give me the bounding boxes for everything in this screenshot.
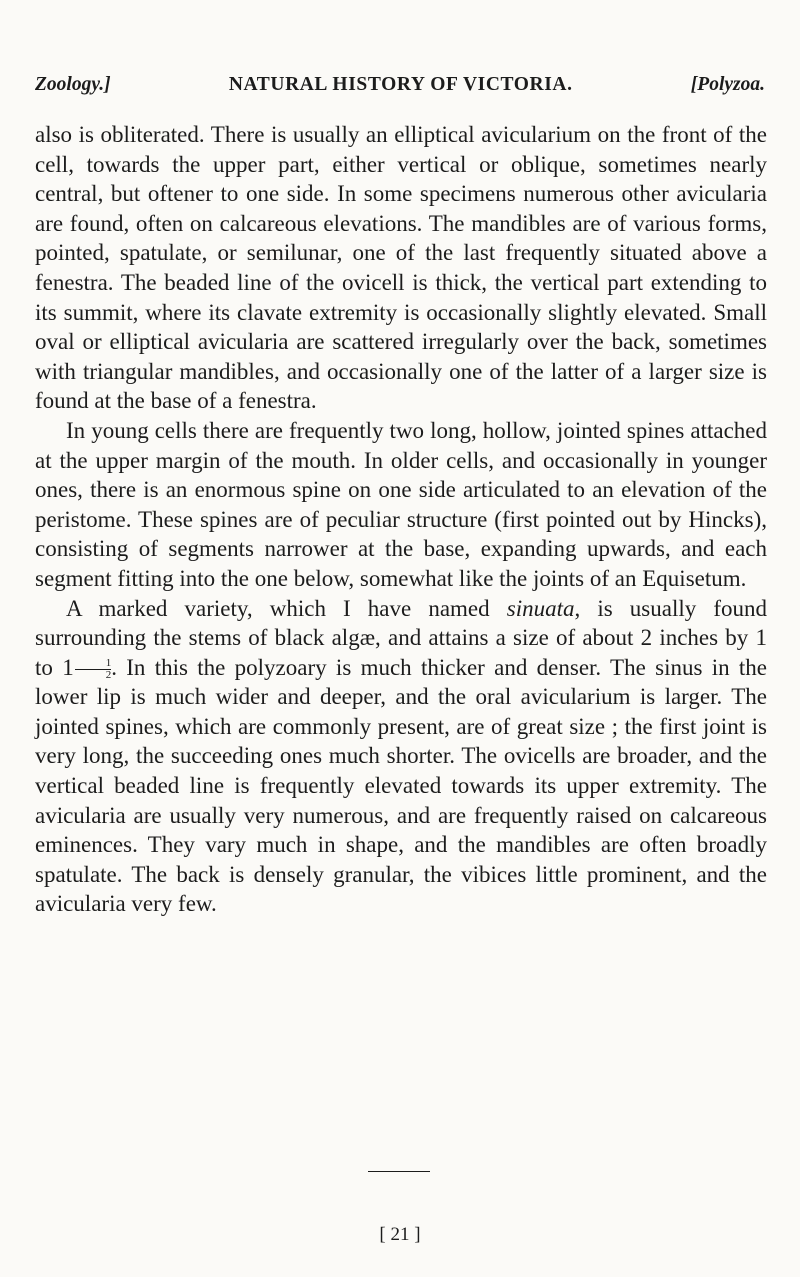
running-head-title: NATURAL HISTORY OF VICTORIA. — [228, 74, 573, 95]
running-head-group: [Polyzoa. — [690, 74, 765, 95]
running-head-section: Zoology.] — [35, 74, 111, 95]
paragraph-3-after: . In this the polyzoary is much thicker and denser. The sinus in the lower lip is much wider and deeper, and the oral avicularium is larger. The jointed spines, which are commonly present, are of great size ; the first joint is very long, the succeeding ones much shorter. The ovicells are broader, and the vertical beaded line is frequently elevated towards its upper extremity. The avicularia are usually very numerous, and are frequently raised on calcareous eminences. They vary much in shape, and the mandibles are often broadly spatulate. The back is densely granular, the vibices little prominent, and the avicularia very few. — [35, 654, 768, 917]
paragraph-3-before: A marked variety, which I have named — [66, 595, 507, 621]
running-head — [35, 74, 765, 96]
body-text — [35, 120, 767, 919]
paragraph-2: In young cells there are frequently two long, hollow, jointed spines attached at the upper margin of the mouth. In older cells, and occasionally in younger ones, there is an enormous spine on one side articulated to an elevation of the peristome. These spines are of peculiar structure (first pointed out by Hincks), consisting of segments narrower at the base, expanding upwards, and each segment fitting into the one below, somewhat like the joints of an Equisetum. — [35, 417, 767, 591]
variety-name: sinuata — [506, 595, 575, 621]
paragraph-3 — [35, 594, 767, 920]
section-divider — [368, 1171, 430, 1172]
paragraph-1: also is obliterated. There is usually an elliptical avicularium on the front of the cell, towards the upper part, either vertical or oblique, sometimes nearly central, but oftener to one side. In some specimens numerous other avicularia are found, often on calcareous elevations. The mandibles are of various forms, pointed, spatulate, or semilunar, one of the last frequently situated above a fenestra. The beaded line of the ovicell is thick, the vertical part extending to its summit, where its clavate extremity is occasionally slightly elevated. Small oval or elliptical avicularia are scattered irregularly over the back, sometimes with triangular mandibles, and occasionally one of the latter of a larger size is found at the base of a fenestra. — [35, 122, 767, 414]
fraction-numerator: 1 — [75, 658, 112, 670]
fraction-denominator: 2 — [105, 668, 112, 681]
paragraph-3-middle: , is usually found surrounding the stems of black algæ, and attains a size of about 2 inches by 1 to 1 — [35, 595, 767, 680]
fraction-half — [75, 658, 112, 681]
page-number: [ 21 ] — [379, 1224, 421, 1245]
